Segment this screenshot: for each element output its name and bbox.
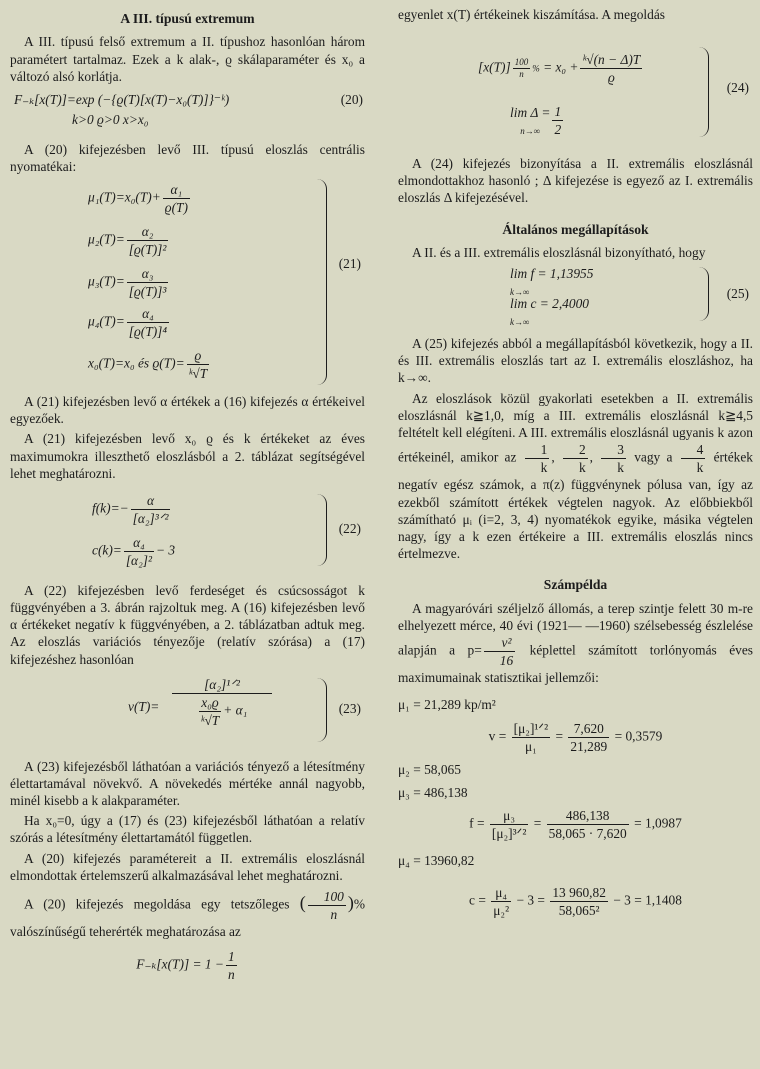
- eq23-fraction: [α₂]¹ᐟ² $\frac{\text{x₀ϱ}}{\text{ᵏ√T}}$ + α₁: [172, 676, 272, 729]
- eq21-mu4: μ₄(T)= $\frac{\text{α₄}}{\text{[ϱ(T)]⁴}}$: [88, 306, 168, 340]
- example-mu3: μ₃ = 486,138: [398, 785, 468, 800]
- eq22-f: f(k)=− $\frac{\alpha}{\text{[α₂]³ᐟ²}}$: [92, 492, 169, 527]
- paragraph: A (20) kifejezésben levő III. típusú eloszlás centrális nyomatékai:: [10, 141, 365, 175]
- eq21-number: (21): [338, 256, 361, 272]
- section-heading-example: Számpélda: [543, 577, 608, 593]
- paragraph: A II. és a III. extremális eloszlásnál bizonyítható, hogy: [412, 245, 706, 261]
- example-mu4: μ₄ = 13960,82: [398, 853, 475, 869]
- paragraph: A (22) kifejezésben levő ferdeséget és csúcsosságot k függvényében a 3. ábrán rajzoltuk meg. A (16) kifejezésben levő α értékeket negatív k függvényében, a 2. táblázatban adtuk meg. Az eloszlás variációs tényezője (relatív szórása) a (17) kifejezéshez hasonlóan: [10, 582, 365, 667]
- section-heading-general: Általános megállapítások: [502, 221, 649, 237]
- eq25-line2: lim c = 2,4000 k→∞: [510, 296, 589, 328]
- eq21-mu3: μ₃(T)= $\frac{\text{α₃}}{\text{[ϱ(T)]³}}$: [88, 266, 167, 300]
- equation-20: [10, 91, 365, 131]
- equation-24: [398, 41, 753, 145]
- eq21-mu2: μ₂(T)= $\frac{\text{α₂}}{\text{[ϱ(T)]²}}$: [88, 224, 167, 258]
- eq23-lhs: v(T)=: [128, 698, 160, 714]
- equation-final: F₋ₖ[x(T)] = 1 − $\frac{1}{n}$: [136, 949, 235, 983]
- equation-23: [10, 676, 365, 750]
- eq20-number: (20): [340, 91, 363, 107]
- eq23-brace: [316, 678, 327, 742]
- example-f: f = $\frac{\text{μ₃}}{\text{[μ₂]³ᐟ²}}$ = $\frac{486,138}{58,065 \cdot 7,620}$ = 1,0987: [469, 808, 682, 842]
- eq22-number: (22): [338, 520, 361, 536]
- example-c: c = $\frac{\text{μ₄}}{\text{μ₂²}}$ − 3 = $\frac{13 960,82}{\text{58,065²}}$ − 3 = 1,1408: [469, 884, 682, 918]
- eq22-c: c(k)= $\frac{\text{α₄}}{\text{[α₂]²}}$ − 3: [92, 534, 176, 569]
- eq23-number: (23): [338, 700, 361, 716]
- equation-25: [398, 265, 753, 328]
- eq24-number: (24): [726, 80, 749, 96]
- section-heading-type-iii: A III. típusú extremum: [120, 11, 255, 26]
- paragraph: A III. típusú felső extremum a II. típushoz hasonlóan három paramétert tartalmaz. Ezek a k alak-, ϱ skálaparaméter és x₀ a változó alsó korlátja.: [10, 34, 365, 84]
- eq21-mu1: μ₁(T)=x₀(T)+ $\frac{\text{α₁}}{ϱ(T)}$: [88, 182, 188, 216]
- eq25-line1: lim f = 1,13955 k→∞: [510, 266, 594, 298]
- paragraph: A (20) kifejezés megoldása egy tetszőleges ( $\frac{100}{n}$ )% valószínűségű teherérték meghatározása az: [10, 888, 365, 940]
- eq24-main: [x(T)] $\frac{100}{n}$ % = x₀ + $\frac{\text{ᵏ√(n − Δ)T}}{ϱ}$: [478, 52, 641, 86]
- paragraph: A (20) kifejezés paramétereit a II. extremális eloszlásnál elmondottak értelemszerű alkalmazásával lehet meghatározni.: [10, 850, 365, 883]
- equation-21: [10, 179, 365, 389]
- eq25-number: (25): [726, 286, 749, 302]
- eq21-x0: x₀(T)=x₀ és ϱ(T)= $\frac{ϱ}{\text{ᵏ√T}}$: [88, 348, 208, 382]
- example-mu1: μ₁ = 21,289 kp/m²: [398, 697, 496, 713]
- example-v: v = $\frac{\text{[μ₂]¹ᐟ²}}{\text{μ₁}}$ = $\frac{7,620}{21,289}$ = 0,3579: [488, 720, 663, 754]
- paragraph: A (24) kifejezés bizonyítása a II. extremális eloszlásnál elmondottakhoz hasonló ; Δ kifejezése is egyező az I. extremális eloszlás Δ kifejezésével.: [398, 156, 753, 206]
- eq22-brace: [316, 494, 327, 566]
- eq20-line1: F₋ₖ[x(T)]=exp (−{ϱ(T)[x(T)−x₀(T)]}⁻ᵏ): [14, 91, 230, 107]
- eq20-line2: k>0 ϱ>0 x>x₀: [72, 111, 149, 127]
- paragraph: A (23) kifejezésből láthatóan a variációs tényező a létesítmény élettartamával növekvő. A növekedés mértéke annál nagyobb, minél kisebb a k alakparaméter.: [10, 758, 365, 809]
- paragraph: A (21) kifejezésben levő x₀ ϱ és k értékeket az éves maximumokra illeszthető eloszlásból a 2. táblázat segítségével lehet meghatározni.: [10, 431, 365, 481]
- equation-22: [10, 490, 365, 574]
- paragraph: A (25) kifejezés abból a megállapításból következik, hogy a II. és III. extremális eloszlás tart az I. extremális eloszláshoz, ha k→∞.: [398, 336, 753, 386]
- left-column: [10, 6, 365, 984]
- paragraph: Az eloszlások közül gyakorlati esetekben a II. extremális eloszlásnál k≧1,0, míg a III. extremális eloszlásnál k≧4,5 feltételt kell elégíteni. A III. extremális eloszlásnál ugyanis k azon értékeinél, amikor az $\frac{1}{k}$ , $\frac{2}{k}$ , $\frac{3}{k}$ vagy a $\frac{4}{k}$ értékek negatív egész számok, a π(z) függvénynek pólusa van, így az ezekből számított értékek végtelen nagyok. Az előbbiekből számítható μᵢ (i=2, 3, 4) nyomatékok egyike, másika végtelen nagy, így a k ezen értékeire a III. extremális eloszlás nincs értelmezve.: [398, 390, 753, 562]
- eq24-limit: lim Δ = n→∞ $\frac{1}{2}$: [510, 104, 562, 138]
- paragraph: A magyaróvári széljelző állomás, a terep szintje felett 30 m-re elhelyezett mérce, 40 évi (1921— —1960) szélsebesség észlelése alapján a p= $\frac{\text{v²}}{16}$ képlettel számított torlónyomás éves maximumainak statisztikai jellemzői:: [398, 600, 753, 686]
- example-mu2: μ₂ = 58,065: [398, 761, 461, 777]
- eq25-brace: [698, 267, 709, 321]
- eq21-brace: [316, 179, 327, 385]
- eq24-brace: [698, 47, 709, 137]
- paragraph: A (21) kifejezésben levő α értékek a (16) kifejezés α értékeivel egyezőek.: [10, 394, 365, 427]
- right-column: [398, 6, 753, 919]
- paragraph: egyenlet x(T) értékeinek kiszámítása. A megoldás: [398, 7, 665, 22]
- paragraph: Ha x₀=0, úgy a (17) és (23) kifejezésből láthatóan a relatív szórás a létesítmény élettartamától független.: [10, 813, 365, 846]
